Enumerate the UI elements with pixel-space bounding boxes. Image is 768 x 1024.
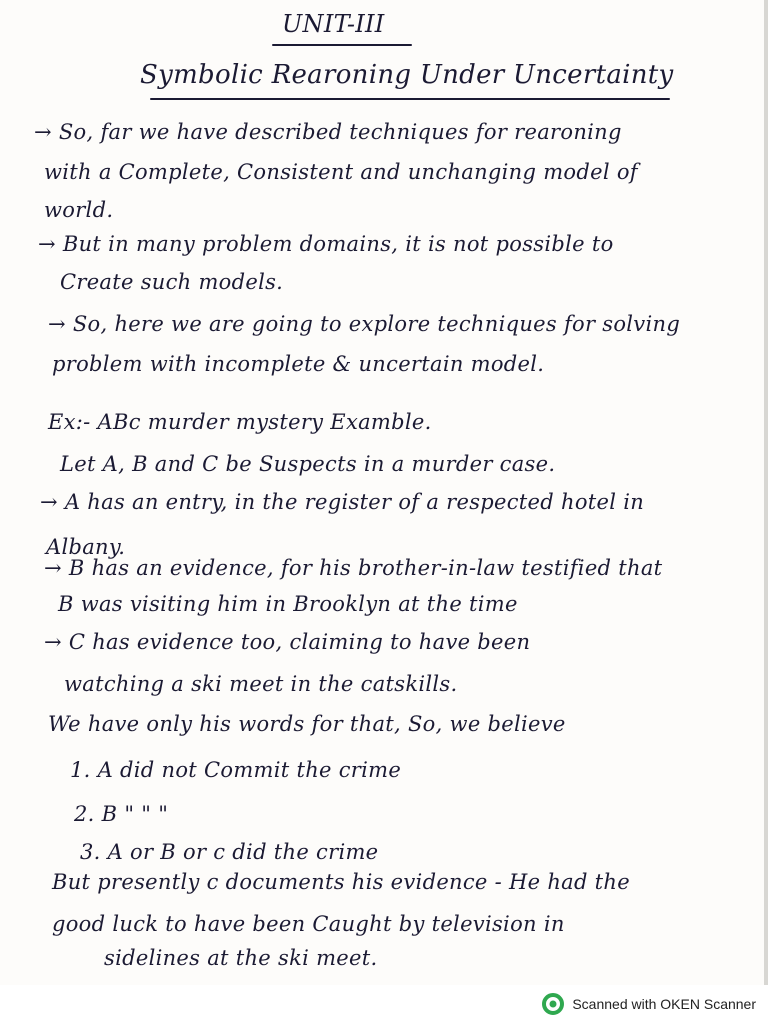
text-line-22: sidelines at the ski meet. xyxy=(104,946,378,970)
subtitle-underline xyxy=(150,98,670,100)
scanner-badge xyxy=(542,993,756,1015)
text-line-10: → A has an entry, in the register of a respected hotel in xyxy=(40,490,645,514)
text-line-20: But presently c documents his evidence - He had the xyxy=(52,870,630,894)
text-line-13: B was visiting him in Brooklyn at the time xyxy=(58,592,518,616)
numbered-item-3: 3. A or B or c did the crime xyxy=(80,840,379,864)
page-title: UNIT-III xyxy=(282,10,385,38)
text-line-21: good luck to have been Caught by television in xyxy=(52,912,565,936)
title-underline xyxy=(272,44,412,46)
scanner-footer xyxy=(0,985,768,1024)
text-line-9: Let A, B and C be Suspects in a murder case. xyxy=(60,452,556,476)
example-heading: Ex:- ABc murder mystery Examble. xyxy=(48,410,432,434)
numbered-item-2: 2. B " " " xyxy=(74,802,169,826)
text-line-15: watching a ski meet in the catskills. xyxy=(64,672,458,696)
numbered-item-1: 1. A did not Commit the crime xyxy=(70,758,402,782)
text-line-14: → C has evidence too, claiming to have been xyxy=(44,630,531,654)
scanner-label: Scanned with OKEN Scanner xyxy=(572,996,756,1012)
text-line-7: problem with incomplete & uncertain model. xyxy=(52,352,545,376)
text-line-4: → But in many problem domains, it is not possible to xyxy=(38,232,614,256)
text-line-2: with a Complete, Consistent and unchanging model of xyxy=(44,160,638,184)
text-line-6: → So, here we are going to explore techniques for solving xyxy=(48,312,681,336)
text-line-1: → So, far we have described techniques for rearoning xyxy=(34,120,622,144)
text-line-3: world. xyxy=(44,198,114,222)
oken-scanner-logo-icon xyxy=(542,993,564,1015)
page-subtitle: Symbolic Rearoning Under Uncertainty xyxy=(140,60,674,90)
text-line-12: → B has an evidence, for his brother-in-law testified that xyxy=(44,556,663,580)
text-line-5: Create such models. xyxy=(60,270,284,294)
text-line-11: Albany. xyxy=(46,535,126,559)
text-line-16: We have only his words for that, So, we believe xyxy=(48,712,566,736)
